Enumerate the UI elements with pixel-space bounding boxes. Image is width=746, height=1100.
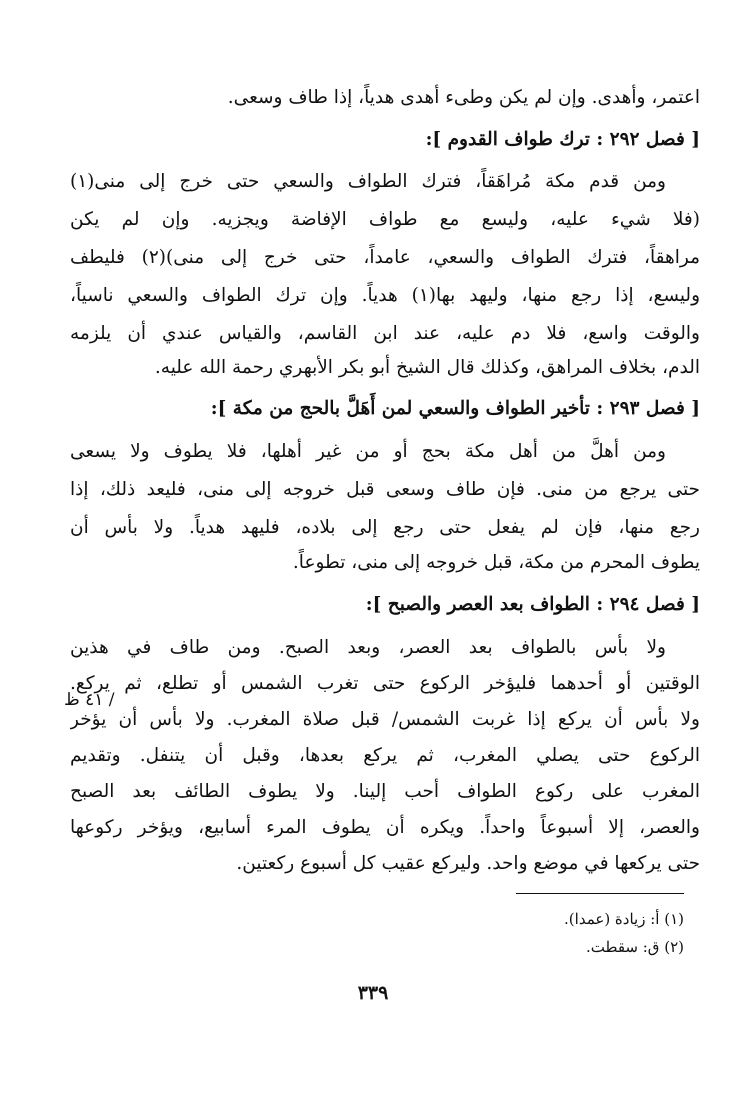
text-line: اعتمر، وأهدى. وإن لم يكن وطىء أهدى هدياً، إذا طاف وسعى. xyxy=(227,87,700,108)
text-line: وليسع، إذا رجع منها، وليهد بها(١) هدياً. وإن ترك الطواف والسعي ناسياً، xyxy=(70,285,700,306)
footnote-divider xyxy=(516,893,684,894)
section-heading-294: [ فصل ٢٩٤ : الطواف بعد العصر والصبح ]: xyxy=(365,594,700,615)
text-line: ومن قدم مكة مُراهَقاً، فترك الطواف والسعي حتى خرج إلى منى(١) xyxy=(70,171,666,192)
text-line: يطوف المحرم من مكة، قبل خروجه إلى منى، تطوعاً. xyxy=(292,552,700,573)
section-heading-292: [ فصل ٢٩٢ : ترك طواف القدوم ]: xyxy=(425,129,700,150)
margin-folio-note: / ٤١ ظ xyxy=(64,690,115,710)
text-line: حتى يرجع من منى. فإن طاف وسعى قبل خروجه إلى منى، فليعد ذلك، إذا xyxy=(70,479,700,500)
text-line: الركوع حتى يصلي المغرب، ثم يركع بعدها، وقبل أن يتنفل. وتقديم xyxy=(70,745,700,766)
text-line: ومن أهلَّ من أهل مكة بحج أو من غير أهلها، فلا يطوف ولا يسعى xyxy=(70,441,666,462)
text-line: رجع منها، فإن لم يفعل حتى رجع إلى بلاده، فليهد هدياً. ولا بأس أن xyxy=(70,517,700,538)
text-line: الوقتين أو أحدهما فليؤخر الركوع حتى تغرب الشمس أو تطلع، ثم يركع. xyxy=(70,673,700,694)
text-line: والعصر، إلا أسبوعاً واحداً. ويكره أن يطوف المرء أسابيع، ويؤخر ركوعها xyxy=(70,817,700,838)
page-number: ٣٣٩ xyxy=(357,982,389,1004)
text-line: مراهقاً، فترك الطواف والسعي، عامداً، حتى خرج إلى منى)(٢) فليطف xyxy=(70,247,700,268)
text-line: ولا بأس أن يركع إذا غربت الشمس/ قبل صلاة المغرب. ولا بأس أن يؤخر xyxy=(70,709,700,730)
footnote-2: (٢) ق: سقطت. xyxy=(586,938,684,956)
section-heading-293: [ فصل ٢٩٣ : تأخير الطواف والسعي لمن أَهَلَّ بالحج من مكة ]: xyxy=(210,398,700,419)
text-line: ولا بأس بالطواف بعد العصر، وبعد الصبح. ومن طاف في هذين xyxy=(70,637,666,658)
text-line: والوقت واسع، فلا دم عليه، عند ابن القاسم، والقياس عندي أن يلزمه xyxy=(70,323,700,344)
text-line: حتى يركعها في موضع واحد. وليركع عقيب كل أسبوع ركعتين. xyxy=(236,853,700,874)
text-line: الدم، بخلاف المراهق، وكذلك قال الشيخ أبو بكر الأبهري رحمة الله عليه. xyxy=(154,357,700,378)
footnote-1: (١) أ: زيادة (عمدا). xyxy=(564,910,684,928)
text-line: المغرب على ركوع الطواف أحب إلينا. ولا يطوف الطائف بعد الصبح xyxy=(70,781,700,802)
text-line: (فلا شيء عليه، وليسع مع طواف الإفاضة ويجزيه. وإن لم يكن xyxy=(70,209,700,230)
